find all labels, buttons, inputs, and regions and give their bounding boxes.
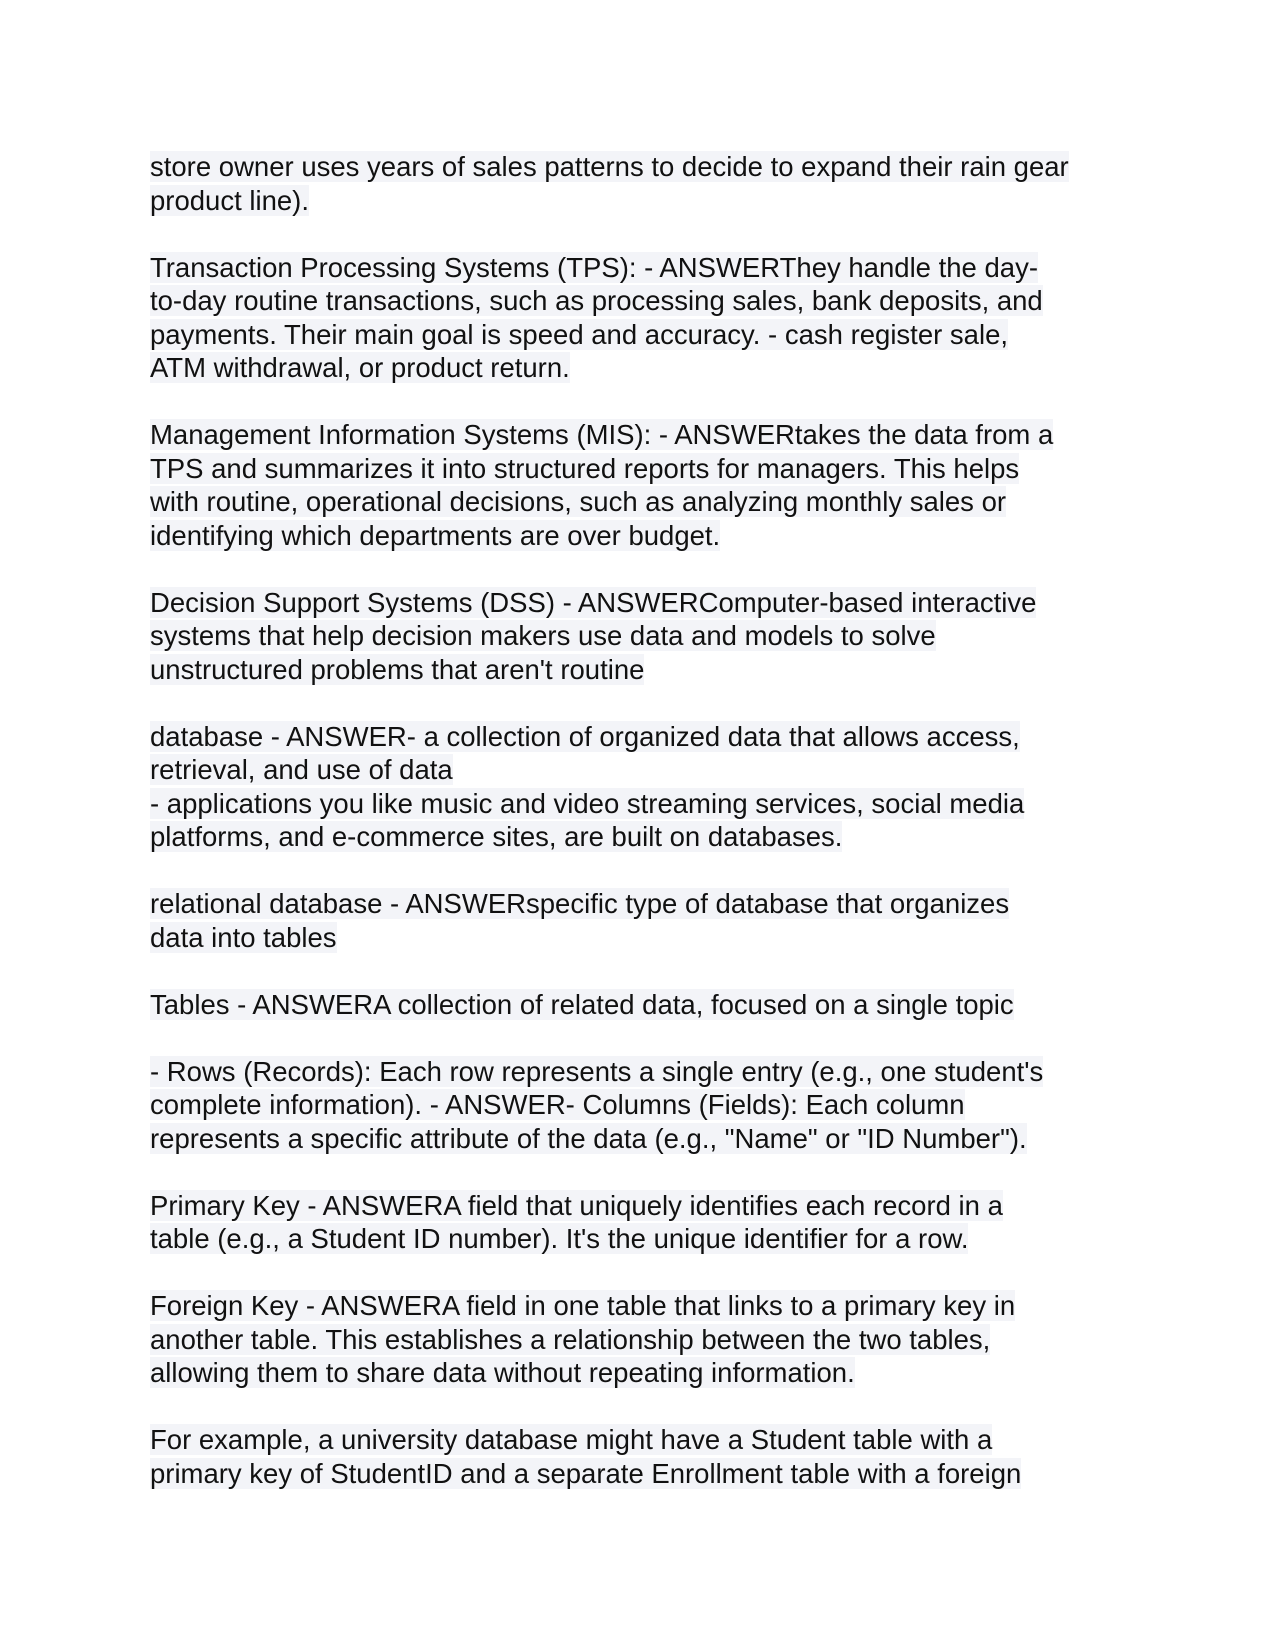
- text-line: identifying which departments are over budget.: [150, 519, 721, 551]
- paragraph-primary-key: [150, 1189, 1140, 1256]
- text-line: platforms, and e-commerce sites, are built on databases.: [150, 821, 843, 852]
- text-line: primary key of StudentID and a separate Enrollment table with a foreign: [150, 1457, 1022, 1489]
- paragraph-relational-database: [150, 887, 1140, 954]
- text-line: unstructured problems that aren't routine: [150, 653, 645, 685]
- text-line: with routine, operational decisions, such as analyzing monthly sales or: [150, 486, 1007, 517]
- paragraph-tps: [150, 251, 1140, 385]
- text-line: another table. This establishes a relationship between the two tables,: [150, 1323, 991, 1355]
- text-line: - applications you like music and video streaming services, social media: [150, 787, 1025, 819]
- text-line: product line).: [150, 184, 309, 216]
- text-line: retrieval, and use of data: [150, 754, 453, 785]
- text-line: database - ANSWER- a collection of organized data that allows access,: [150, 720, 1020, 752]
- text-line: Decision Support Systems (DSS) - ANSWERComputer-based interactive: [150, 586, 1037, 618]
- paragraph-foreign-key: [150, 1289, 1140, 1390]
- text-line: systems that help decision makers use data and models to solve: [150, 620, 936, 651]
- text-line: Management Information Systems (MIS): - ANSWERtakes the data from a: [150, 419, 1054, 450]
- paragraph-dss: [150, 586, 1140, 687]
- paragraph-database: [150, 720, 1140, 854]
- text-line: Transaction Processing Systems (TPS): - ANSWERThey handle the day-: [150, 251, 1038, 283]
- text-line: store owner uses years of sales patterns to decide to expand their rain gear: [150, 151, 1069, 182]
- text-line: Tables - ANSWERA collection of related data, focused on a single topic: [150, 988, 1014, 1020]
- text-line: represents a specific attribute of the data (e.g., "Name" or "ID Number").: [150, 1122, 1027, 1154]
- text-line: relational database - ANSWERspecific type of database that organizes: [150, 888, 1010, 919]
- paragraph-rows-columns: [150, 1055, 1140, 1156]
- paragraph-store-owner-example: [150, 150, 1140, 217]
- text-line: data into tables: [150, 921, 337, 953]
- text-line: table (e.g., a Student ID number). It's the unique identifier for a row.: [150, 1223, 969, 1254]
- document-body: [150, 150, 1140, 1524]
- text-line: Primary Key - ANSWERA field that uniquely identifies each record in a: [150, 1189, 1003, 1221]
- text-line: ATM withdrawal, or product return.: [150, 352, 570, 383]
- text-line: TPS and summarizes it into structured reports for managers. This helps: [150, 452, 1020, 484]
- text-line: complete information). - ANSWER- Columns (Fields): Each column: [150, 1089, 965, 1120]
- text-line: Foreign Key - ANSWERA field in one table that links to a primary key in: [150, 1290, 1016, 1321]
- text-line: to-day routine transactions, such as processing sales, bank deposits, and: [150, 285, 1043, 316]
- paragraph-tables: [150, 988, 1140, 1022]
- paragraph-example: [150, 1423, 1140, 1490]
- text-line: payments. Their main goal is speed and accuracy. - cash register sale,: [150, 318, 1009, 350]
- text-line: For example, a university database might have a Student table with a: [150, 1424, 993, 1455]
- paragraph-mis: [150, 418, 1140, 552]
- text-line: allowing them to share data without repeating information.: [150, 1357, 855, 1388]
- text-line: - Rows (Records): Each row represents a single entry (e.g., one student's: [150, 1055, 1044, 1087]
